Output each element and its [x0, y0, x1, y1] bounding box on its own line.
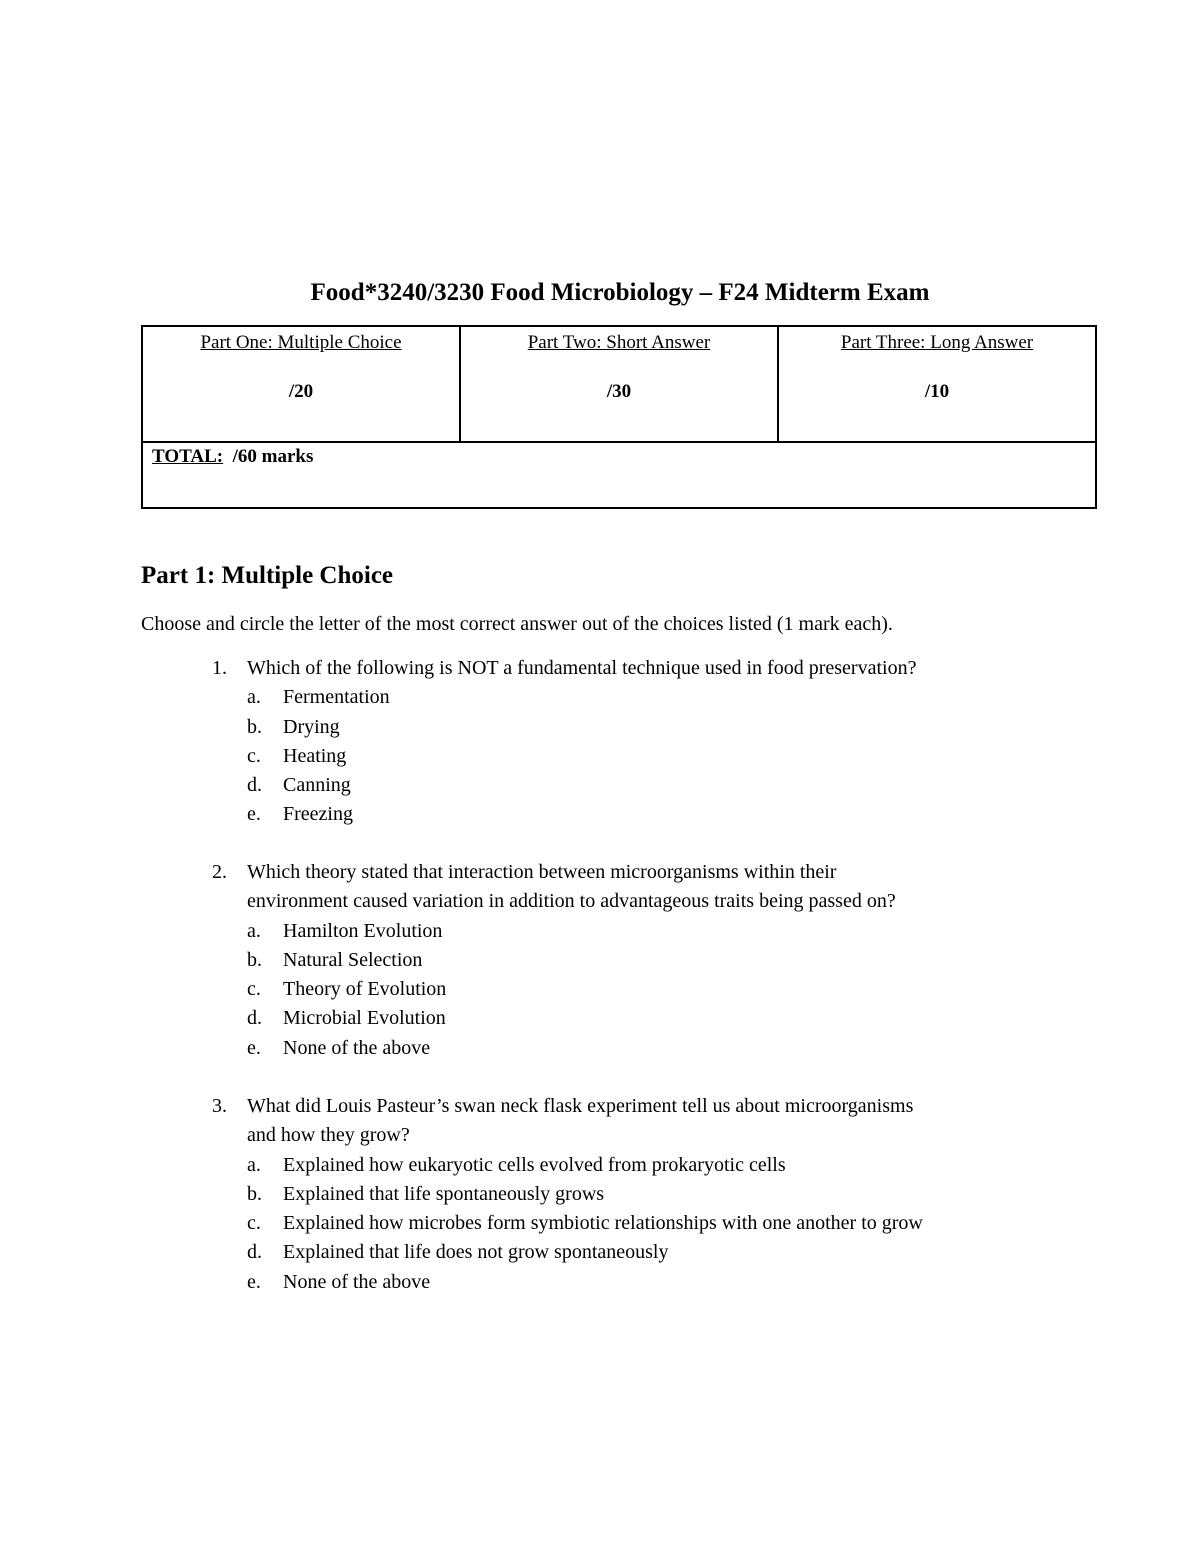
total-cell: [142, 442, 1096, 508]
option-text: Fermentation: [283, 686, 390, 709]
question-stem-line: [0, 887, 1200, 916]
option-text: Theory of Evolution: [283, 978, 447, 1001]
option-letter[interactable]: b.: [247, 715, 262, 738]
question-number: 3.: [212, 1095, 227, 1117]
option-text: Hamilton Evolution: [283, 919, 443, 942]
answer-option[interactable]: [0, 1034, 1200, 1063]
option-text: Microbial Evolution: [283, 1007, 446, 1030]
option-text: None of the above: [283, 1270, 431, 1293]
option-letter[interactable]: d.: [247, 1241, 262, 1264]
option-text: Explained that life spontaneously grows: [283, 1182, 605, 1205]
option-text: Drying: [283, 715, 340, 738]
question-text: and how they grow?: [247, 1124, 410, 1147]
part-two-label: Part Two: Short Answer: [527, 332, 711, 353]
score-cell-part-one: [142, 326, 460, 442]
option-letter[interactable]: c.: [247, 1212, 261, 1235]
part-three-score: /10: [924, 381, 950, 402]
question-2: [0, 858, 1200, 1063]
option-text: Natural Selection: [283, 948, 423, 971]
option-letter[interactable]: a.: [247, 919, 261, 942]
option-letter[interactable]: e.: [247, 803, 261, 826]
option-text: None of the above: [283, 1036, 431, 1059]
total-label: TOTAL:: [152, 446, 224, 467]
option-letter[interactable]: d.: [247, 1007, 262, 1030]
score-cell-part-two: [460, 326, 778, 442]
option-letter[interactable]: e.: [247, 1036, 261, 1059]
section-heading: Part 1: Multiple Choice: [141, 562, 394, 589]
part-three-label: Part Three: Long Answer: [840, 332, 1034, 353]
score-table-total-row: [142, 442, 1096, 508]
answer-option[interactable]: [0, 1238, 1200, 1267]
option-text: Heating: [283, 744, 347, 767]
answer-option[interactable]: [0, 1268, 1200, 1297]
score-cell-part-three: [778, 326, 1096, 442]
question-stem-line: [0, 654, 1200, 683]
answer-option[interactable]: [0, 742, 1200, 771]
option-letter[interactable]: a.: [247, 686, 261, 709]
answer-option[interactable]: [0, 917, 1200, 946]
answer-option[interactable]: [0, 1004, 1200, 1033]
question-text: Which of the following is NOT a fundamental technique used in food preservation?: [247, 657, 917, 679]
option-text: Freezing: [283, 803, 353, 826]
option-text: Canning: [283, 774, 351, 797]
option-text: Explained how eukaryotic cells evolved from prokaryotic cells: [283, 1153, 786, 1176]
part-one-score: /20: [288, 381, 314, 402]
total-line: [152, 445, 1095, 469]
option-letter[interactable]: d.: [247, 774, 262, 797]
part-one-label: Part One: Multiple Choice: [200, 332, 402, 353]
option-text: Explained that life does not grow spontaneously: [283, 1241, 669, 1264]
question-text: Which theory stated that interaction between microorganisms within their: [247, 861, 837, 883]
option-letter[interactable]: a.: [247, 1153, 261, 1176]
question-3: [0, 1092, 1200, 1297]
answer-option[interactable]: [0, 713, 1200, 742]
question-number: 2.: [212, 861, 227, 883]
part-two-score: /30: [606, 381, 632, 402]
question-text: environment caused variation in addition to advantageous traits being passed on?: [247, 890, 896, 913]
total-value: /60 marks: [232, 446, 314, 467]
answer-option[interactable]: [0, 771, 1200, 800]
score-table: [141, 325, 1097, 509]
question-stem-line: [0, 858, 1200, 887]
option-letter[interactable]: b.: [247, 948, 262, 971]
question-stem-line: [0, 1092, 1200, 1121]
question-stem-line: [0, 1121, 1200, 1150]
option-text: Explained how microbes form symbiotic relationships with one another to grow: [283, 1212, 923, 1235]
answer-option[interactable]: [0, 800, 1200, 829]
option-letter[interactable]: c.: [247, 978, 261, 1001]
answer-option[interactable]: [0, 683, 1200, 712]
option-letter[interactable]: e.: [247, 1270, 261, 1293]
option-letter[interactable]: c.: [247, 744, 261, 767]
question-text: What did Louis Pasteur’s swan neck flask experiment tell us about microorganisms: [247, 1095, 914, 1117]
answer-option[interactable]: [0, 1151, 1200, 1180]
answer-option[interactable]: [0, 1209, 1200, 1238]
document-title: Food*3240/3230 Food Microbiology – F24 Midterm Exam: [310, 279, 930, 306]
answer-option[interactable]: [0, 946, 1200, 975]
answer-option[interactable]: [0, 975, 1200, 1004]
section-instructions: Choose and circle the letter of the most correct answer out of the choices listed (1 mark each).: [141, 613, 893, 635]
option-letter[interactable]: b.: [247, 1182, 262, 1205]
score-table-parts-row: [142, 326, 1096, 442]
question-number: 1.: [212, 657, 227, 679]
question-1: [0, 654, 1200, 830]
answer-option[interactable]: [0, 1180, 1200, 1209]
